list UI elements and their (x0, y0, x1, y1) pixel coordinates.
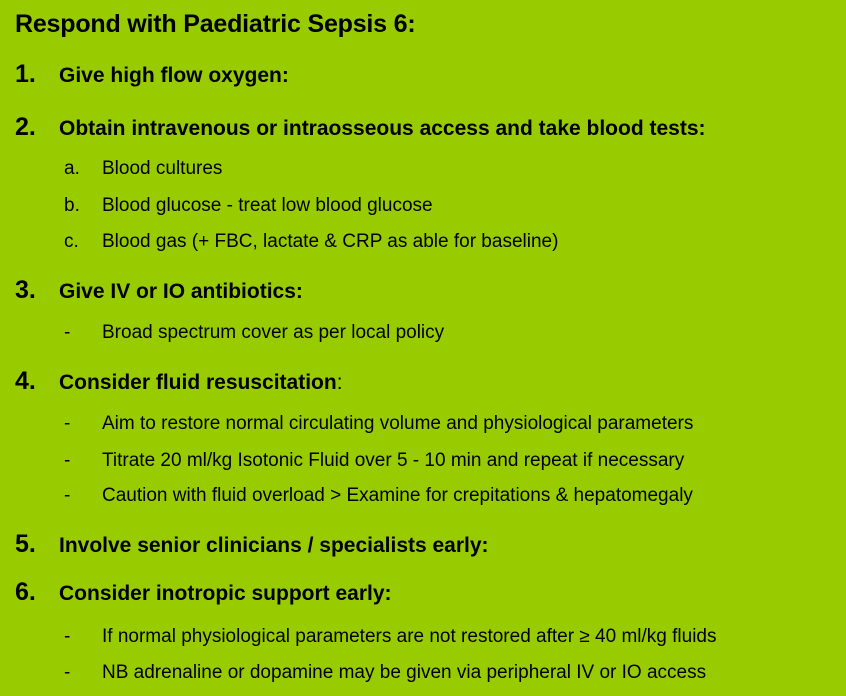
step-text: Give high flow oxygen: (59, 64, 289, 87)
list-marker: - (64, 413, 71, 434)
list-item (64, 450, 684, 472)
step-text: Obtain intravenous or intraosseous access and take blood tests: (59, 117, 706, 140)
list-item (64, 195, 433, 217)
list-item (64, 158, 222, 180)
step-4 (15, 367, 343, 396)
step-text: Involve senior clinicians / specialists early: (59, 534, 489, 557)
list-marker: - (64, 322, 71, 343)
list-item (64, 231, 558, 253)
list-item (64, 626, 717, 648)
step-1 (15, 60, 289, 89)
list-item (64, 485, 693, 507)
list-item-text: Broad spectrum cover as per local policy (102, 322, 445, 343)
list-marker: a. (64, 158, 80, 179)
list-marker: c. (64, 231, 79, 252)
list-marker: b. (64, 195, 80, 216)
list-item-text: If normal physiological parameters are not restored after ≥ 40 ml/kg fluids (102, 626, 717, 647)
step-3 (15, 276, 303, 305)
step-2 (15, 113, 706, 142)
list-item-text: NB adrenaline or dopamine may be given via peripheral IV or IO access (102, 662, 707, 683)
list-item (64, 662, 706, 684)
list-item-text: Caution with fluid overload > Examine for crepitations & hepatomegaly (102, 485, 693, 506)
list-item-text: Blood glucose - treat low blood glucose (102, 195, 433, 216)
step-number: 6. (15, 578, 36, 606)
list-marker: - (64, 626, 71, 647)
page-title: Respond with Paediatric Sepsis 6: (15, 10, 416, 38)
list-item (64, 322, 444, 344)
list-marker: - (64, 450, 71, 471)
step-number: 4. (15, 367, 36, 395)
step-6 (15, 578, 392, 607)
list-marker: - (64, 662, 71, 683)
step-number: 1. (15, 60, 36, 88)
step-number: 2. (15, 113, 36, 141)
step-number: 3. (15, 276, 36, 304)
step-number: 5. (15, 530, 36, 558)
step-suffix: : (336, 371, 343, 394)
step-5 (15, 530, 489, 559)
list-item-text: Aim to restore normal circulating volume and physiological parameters (102, 413, 694, 434)
step-text: Consider inotropic support early: (59, 582, 392, 605)
step-text: Consider fluid resuscitation (59, 371, 337, 394)
list-item-text: Blood gas (+ FBC, lactate & CRP as able for baseline) (102, 231, 559, 252)
list-item-text: Titrate 20 ml/kg Isotonic Fluid over 5 - 10 min and repeat if necessary (102, 450, 685, 471)
list-item-text: Blood cultures (102, 158, 223, 179)
list-marker: - (64, 485, 71, 506)
step-text: Give IV or IO antibiotics: (59, 280, 303, 303)
list-item (64, 413, 693, 435)
